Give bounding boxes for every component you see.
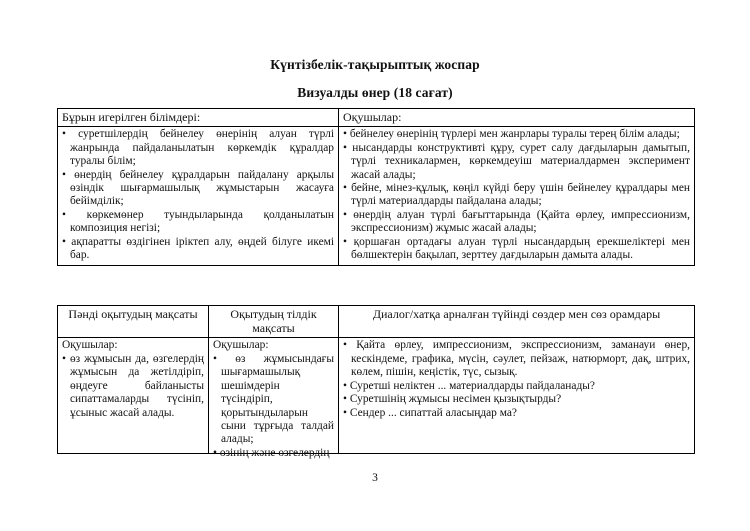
- list-item: • бейнелеу өнерінің түрлері мен жанрлары туралы терең білім алады;: [343, 128, 690, 141]
- column-header-dialogue-words: Диалог/хатқа арналған түйінді сөздер мен сөз орамдары: [339, 306, 695, 338]
- list-item: • Сендер ... сипаттай аласыңдар ма?: [343, 407, 690, 420]
- list-item: • өзінің және өзгелердің: [213, 447, 334, 460]
- language-goals-cell: [209, 338, 339, 459]
- language-goals-intro: Оқушылар:: [213, 339, 269, 352]
- list-item: • өнердің бейнелеу құралдарын пайдалану арқылы өзіндік шығармашылық жұмыстарын жасауға бейімділік;: [62, 169, 334, 209]
- table-row: [58, 127, 695, 266]
- subject-goals-cell: [58, 338, 209, 454]
- list-item: • қоршаған ортадағы алуан түрлі нысандардың ерекшеліктері мен бөлшектерін бақылап, зерттеу дағдыларын дамыта алады.: [343, 236, 690, 263]
- list-item: • Қайта өрлеу, импрессионизм, экспрессионизм, заманауи өнер, кескіндеме, графика, мүсін, сәулет, пейзаж, натюрморт, дақ, штрих, көлем, пішін, кеңістік, түс, сызық.: [343, 339, 690, 379]
- table-header-row: [58, 109, 695, 127]
- page-title: Күнтізбелік-тақырыптық жоспар: [270, 57, 480, 72]
- list-item: • Суретшінің жұмысы несімен қызықтырды?: [343, 393, 690, 406]
- column-header-language-goals: Оқытудың тілдік мақсаты: [209, 306, 339, 338]
- page-subtitle: Визуалды өнер (18 сағат): [297, 85, 453, 100]
- prior-knowledge-table: [57, 108, 695, 266]
- list-item: • өнердің алуан түрлі бағыттарында (Қайта өрлеу, импрессионизм, экспрессионизм) жұмыс жасай алады;: [343, 209, 690, 236]
- list-item: • өз жұмысын да, өзгелердің жұмысын да жетілдіріп, өңдеуге байланысты сипаттамаларды түсініп, ұсыныс жасай алады.: [62, 353, 204, 420]
- list-item: • өз жұмысындағы шығармашылық шешімдерін түсіндіріп, қорытындыларын сыни тұрғыда талдай алады;: [213, 353, 334, 447]
- goals-table: [57, 305, 695, 459]
- list-item: • суретшілердің бейнелеу өнерінің алуан түрлі жанрында пайдаланылатын көркемдік құралдар туралы білім;: [62, 128, 334, 168]
- list-item: • көркемөнер туындыларында қолданылатын композиция негізі;: [62, 209, 334, 236]
- column-header-prior-knowledge: Бұрын игерілген білімдері:: [58, 109, 339, 127]
- subject-goals-intro: Оқушылар:: [62, 339, 118, 352]
- prior-knowledge-list: [62, 128, 334, 263]
- prior-knowledge-cell: [58, 127, 339, 266]
- learner-outcomes-list: [343, 128, 690, 263]
- list-item: • ақпаратты өздігінен іріктеп алу, өңдей білуге икемі бар.: [62, 236, 334, 263]
- list-item: • Суретші неліктен ... материалдарды пайдаланады?: [343, 380, 690, 393]
- dialogue-words-list: [343, 339, 690, 420]
- list-item: • бейне, мінез-құлық, көңіл күйді беру үшін бейнелеу құралдары мен түрлі материалдарды пайдалана алады;: [343, 182, 690, 209]
- page-number: 3: [372, 472, 378, 484]
- table-header-row: [58, 306, 695, 338]
- column-header-subject-goals: Пәнді оқытудың мақсаты: [58, 306, 209, 338]
- table-row: [58, 338, 695, 454]
- list-item: • нысандарды конструктивті құру, сурет салу дағдыларын дамытып, түрлі техникалармен, көркемдеуіш материалдармен эксперимент жасай алады;: [343, 142, 690, 182]
- dialogue-words-cell: [339, 338, 695, 454]
- language-goals-list: [213, 353, 334, 461]
- column-header-learners: Оқушылар:: [339, 109, 695, 127]
- learner-outcomes-cell: [339, 127, 695, 266]
- subject-goals-list: [62, 353, 204, 420]
